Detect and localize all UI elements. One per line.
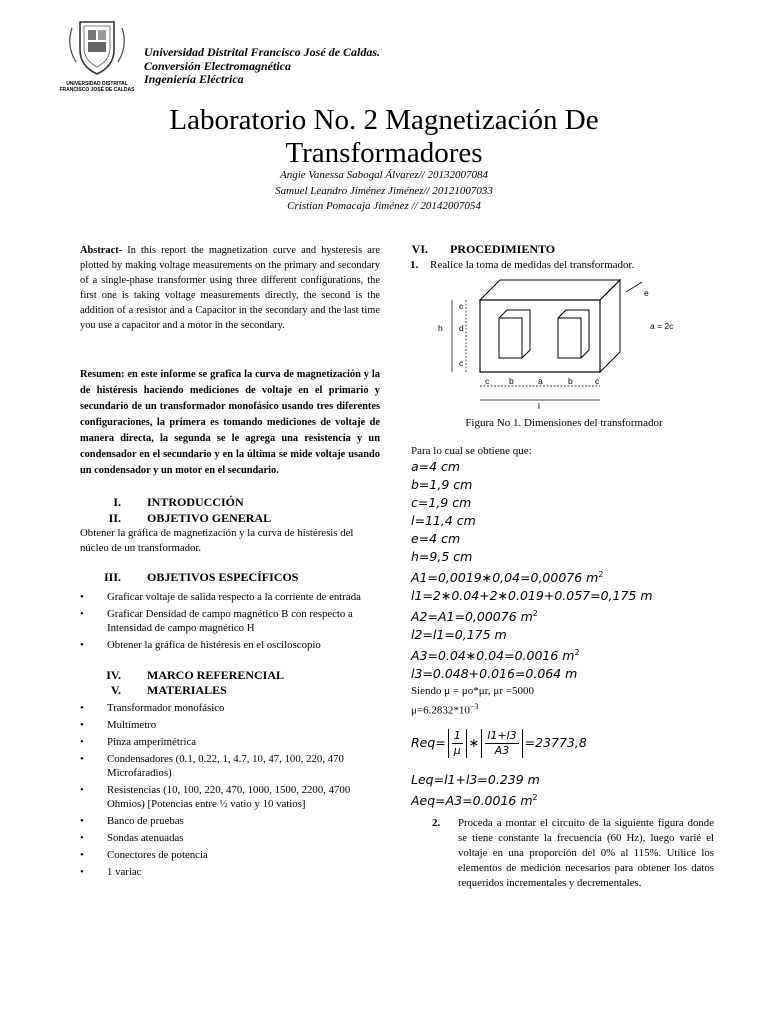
dim-label: c	[459, 301, 464, 311]
dim-label: b	[568, 376, 573, 386]
section-heading-objetivo-general: II. OBJETIVO GENERAL	[108, 510, 272, 525]
eq-A3: A3=0.04∗0.04=0.0016 $m^2$	[411, 648, 580, 664]
objetivo-general-text: Obtener la gráfica de magnetización y la curva de histéresis del núcleo de un transformador.	[80, 527, 354, 554]
author: Cristian Pomacaja Jiménez // 20142007054	[287, 200, 481, 212]
section-heading-materiales: V. MATERIALES	[110, 683, 227, 697]
transformer-figure	[430, 276, 690, 416]
section-heading-marco-referencial: IV. MARCO REFERENCIAL	[106, 667, 285, 682]
university-logo	[58, 18, 136, 93]
calc-intro: Para lo cual se obtiene que:	[411, 445, 532, 457]
eq-l3: l3=0.048+0.016=0.064 m	[411, 666, 578, 682]
dim-label: b	[509, 376, 514, 386]
siendo-line: Siendo μ = μo*μr, μr =5000	[411, 685, 534, 698]
list-item: • Transformador monofásico	[80, 701, 380, 715]
list-item: • Obtener la gráfica de histéresis en el osciloscopio	[80, 638, 380, 652]
program-name: Ingeniería Eléctrica	[144, 72, 244, 86]
procedure-step-2: 2. Proceda a montar el circuito de la siguiente figura donde se tiene constante la frecuencia (60 Hz), luego varié el voltaje en una proporción del 0% al 115%. Utilice los elementos de medición necesarios para obtener los datos requeridos incrementales y decrementales.	[432, 817, 714, 889]
materiales-list	[80, 701, 380, 879]
list-item: • Multímetro	[80, 718, 380, 732]
course-name: Conversión Electromagnética	[144, 58, 291, 73]
value-c: c=1,9 cm	[411, 495, 472, 510]
value-l: l=11,4 cm	[411, 513, 476, 528]
eq-l2: l2=l1=0,175 m	[411, 627, 507, 643]
eq-Req: Req= $\frac{1}{\mu}$ ∗ $\frac{l1+l3}{A3}$ =23773,8	[411, 728, 587, 757]
author: Angie Vanessa Sabogal Álvarez// 20132007084	[280, 169, 488, 181]
eq-Aeq: Aeq=A3=0.0016 $m^2$	[411, 793, 538, 809]
dim-label: a = 2c	[650, 321, 674, 331]
abstract-label: Abstract-	[80, 245, 123, 256]
section-heading-objetivos-especificos: III. OBJETIVOS ESPECÍFICOS	[103, 570, 299, 584]
eq-Leq: Leq=l1+l3=0.239 m	[411, 772, 540, 788]
right-column	[410, 242, 718, 272]
dim-label: l	[538, 401, 540, 411]
dim-label: c	[595, 376, 600, 386]
value-h: h=9,5 cm	[411, 549, 473, 564]
header-block	[144, 46, 380, 87]
figure-caption: Figura No 1. Dimensiones del transformador	[465, 417, 663, 429]
author: Samuel Leandro Jiménez Jiménez// 20121007033	[275, 184, 493, 197]
list-item: • Resistencias (10, 100, 220, 470, 1000, 1500, 2200, 4700 Ohmios) [Potencias entre ½ vatio y 10 vatios]	[80, 783, 380, 811]
left-column	[80, 243, 380, 882]
logo-caption: UNIVERSIDAD DISTRITAL FRANCISCO JOSÉ DE CALDAS	[59, 81, 135, 93]
abstract-text: In this report the magnetization curve and hysteresis are plotted by making voltage measurements on the primary and secondary of a single-phase transformer using three different configurations, the first one is taking voltage measurements directly, the second is the addition of a resistor and a Capacitor in the secondary and the last time you use a capacitor and a motor in the secondary.	[80, 245, 380, 331]
resumen-paragraph	[80, 367, 380, 479]
objetivos-list	[80, 590, 380, 652]
paper-title: Laboratorio No. 2 Magnetización De Transformadores	[169, 104, 599, 169]
eq-l1: l1=2∗0.04+2∗0.019+0.057=0,175 m	[411, 588, 653, 604]
dim-label: h	[438, 323, 443, 333]
mu-line: $\mu=6.2832*10^{-3}$	[411, 702, 479, 718]
dim-label: a	[538, 376, 543, 386]
author-list	[0, 168, 768, 215]
list-item: • Condensadores (0.1, 0.22, 1, 4.7, 10, 47, 100, 220, 470 Microfaradios)	[80, 752, 380, 780]
list-item: • Banco de pruebas	[80, 814, 380, 828]
value-b: b=1,9 cm	[411, 477, 473, 492]
transformer-dimension-diagram	[430, 276, 690, 416]
resumen-text: en este informe se grafica la curva de magnetización y la de histéresis haciendo mediciones de voltaje en el primario y secundario de un transformador monofásico usando tres diferentes configuraciones, la primera es tomando mediciones de voltaje de manera directa, la segunda se le agrega una resistencia y un condensador en el secundario y en la última se mide voltaje usando un condensador y un motor en el secundario.	[80, 369, 380, 476]
procedure-step-1: 1. Realice la toma de medidas del transformador.	[410, 258, 635, 271]
abstract-paragraph	[80, 243, 380, 333]
list-item: • Graficar Densidad de campo magnético B con respecto a Intensidad de campo magnético H	[80, 607, 380, 635]
eq-A2: A2=A1=0,00076 $m^2$	[411, 609, 538, 625]
list-item: • Sondas atenuadas	[80, 831, 380, 845]
list-item: • Pinza amperimétrica	[80, 735, 380, 749]
dim-label: c	[485, 376, 490, 386]
list-item: • Graficar voltaje de salida respecto a la corriente de entrada	[80, 590, 380, 604]
calculations-block	[411, 445, 711, 810]
list-item: • 1 variac	[80, 865, 380, 879]
dim-label: e	[644, 288, 649, 298]
university-name: Universidad Distrital Francisco José de Caldas.	[144, 45, 381, 59]
value-a: a=4 cm	[411, 459, 461, 474]
dim-label: c	[459, 358, 464, 368]
value-e: e=4 cm	[411, 531, 461, 546]
resumen-label: Resumen:	[80, 369, 125, 380]
section-heading-procedimiento: VI. PROCEDIMIENTO	[411, 242, 556, 256]
list-item: • Conectores de potencia	[80, 848, 380, 862]
eq-A1: A1=0,0019∗0,04=0,00076 $m^2$	[411, 570, 604, 586]
university-crest-icon	[58, 18, 136, 76]
section-heading-introduccion: I. INTRODUCCIÓN	[113, 495, 244, 509]
dim-label: d	[459, 323, 464, 333]
